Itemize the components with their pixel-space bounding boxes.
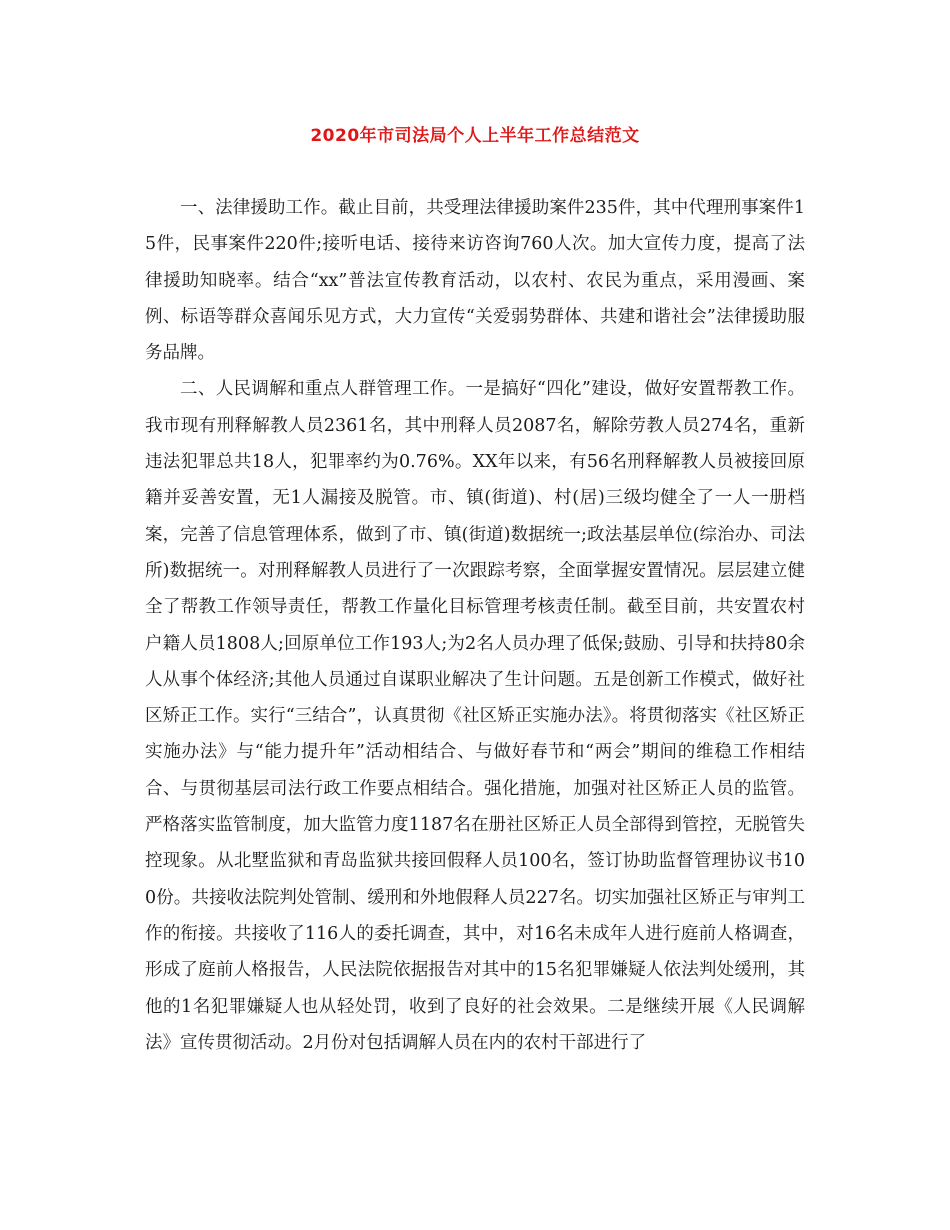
paragraph-legal-aid: 一、法律援助工作。截止目前，共受理法律援助案件235件，其中代理刑事案件15件，民事案件220件;接听电话、接待来访咨询760人次。加大宣传力度，提高了法律援助知晓率。结合“xx”普法宣传教育活动，以农村、农民为重点，采用漫画、案例、标语等群众喜闻乐见方式，大力宣传“关爱弱势群体、共建和谐社会”法律援助服务品牌。 — [145, 198, 805, 364]
paragraph-mediation-management: 二、人民调解和重点人群管理工作。一是搞好“四化”建设，做好安置帮教工作。我市现有刑释解教人员2361名，其中刑释人员2087名，解除劳教人员274名，重新违法犯罪总共18人，犯罪率约为0.76%。XX年以来，有56名刑释解教人员被接回原籍并妥善安置，无1人漏接及脱管。市、镇(街道)、村(居)三级均健全了一人一册档案，完善了信息管理体系，做到了市、镇(街道)数据统一;政法基层单位(综治办、司法所)数据统一。对刑释解教人员进行了一次跟踪考察，全面掌握安置情况。层层建立健全了帮教工作领导责任，帮教工作量化目标管理考核责任制。截至目前，共安置农村户籍人员1808人;回原单位工作193人;为2名人员办理了低保;鼓励、引导和扶持80余人从事个体经济;其他人员通过自谋职业解决了生计问题。五是创新工作模式，做好社区矫正工作。实行“三结合”，认真贯彻《社区矫正实施办法》。将贯彻落实《社区矫正实施办法》与“能力提升年”活动相结合、与做好春节和“两会”期间的维稳工作相结合、与贯彻基层司法行政工作要点相结合。强化措施，加强对社区矫正人员的监管。严格落实监管制度，加大监管力度1187名在册社区矫正人员全部得到管控，无脱管失控现象。从北墅监狱和青岛监狱共接回假释人员100名，签订协助监督管理协议书100份。共接收法院判处管制、缓刑和外地假释人员227名。切实加强社区矫正与审判工作的衔接。共接收了116人的委托调查，其中，对16名未成年人进行庭前人格调查，形成了庭前人格报告，人民法院依据报告对其中的15名犯罪嫌疑人依法判处缓刑，其他的1名犯罪嫌疑人也从轻处罚，收到了良好的社会效果。二是继续开展《人民调解法》宣传贯彻活动。2月份对包括调解人员在内的农村干部进行了 — [145, 379, 805, 1053]
document-body — [145, 190, 805, 1061]
document-title: 2020年市司法局个人上半年工作总结范文 — [310, 126, 640, 146]
